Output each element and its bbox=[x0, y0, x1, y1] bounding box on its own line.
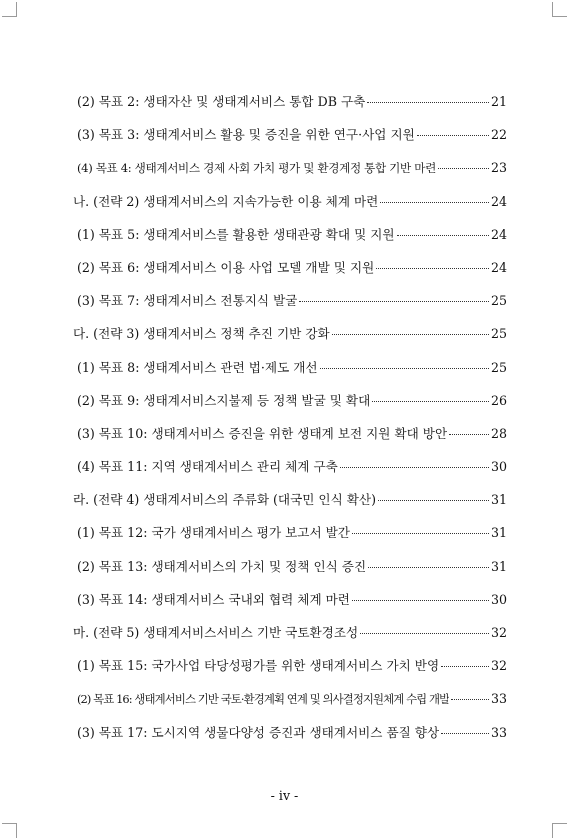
toc-entry-title: 나. (전략 2) 생태계서비스의 지속가능한 이용 체계 마련 bbox=[73, 193, 379, 209]
toc-entry-page: 21 bbox=[490, 94, 507, 109]
toc-entry-page: 25 bbox=[490, 326, 507, 342]
toc-entry[interactable] bbox=[73, 723, 507, 756]
toc-entry[interactable] bbox=[73, 424, 507, 457]
toc-section-heading[interactable] bbox=[73, 623, 507, 656]
toc-entry[interactable] bbox=[73, 656, 507, 689]
toc-dot-leader bbox=[417, 135, 489, 136]
toc-entry-title: (3) 목표 7: 생태계서비스 전통지식 발굴 bbox=[77, 293, 298, 309]
toc-entry-page: 31 bbox=[490, 492, 507, 508]
toc-entry-title: (4) 목표 11: 지역 생태계서비스 관리 체계 구축 bbox=[77, 459, 338, 475]
toc-entry-title: (2) 목표 2: 생태자산 및 생태계서비스 통합 DB 구축 bbox=[77, 94, 366, 109]
toc-entry-title: (2) 목표 16: 생태계서비스 기반 국토·환경계획 연계 및 의사결정지원체계 수립 개발 bbox=[77, 692, 450, 707]
toc-entry-title: (1) 목표 5: 생태계서비스를 활용한 생태관광 확대 및 지원 bbox=[77, 226, 395, 242]
toc-entry-title: (1) 목표 15: 국가사업 타당성평가를 위한 생태계서비스 가치 반영 bbox=[77, 658, 440, 674]
toc-entry[interactable] bbox=[73, 689, 507, 722]
toc-entry-page: 33 bbox=[490, 724, 507, 740]
toc-entry-page: 25 bbox=[490, 359, 507, 375]
table-of-contents bbox=[73, 92, 507, 756]
toc-entry-page: 33 bbox=[490, 691, 507, 707]
crop-mark-top-left bbox=[2, 2, 17, 17]
toc-dot-leader bbox=[378, 500, 489, 501]
toc-dot-leader bbox=[332, 334, 489, 335]
toc-dot-leader bbox=[340, 467, 489, 468]
toc-dot-leader bbox=[449, 434, 489, 435]
page-number: - iv - bbox=[270, 788, 299, 803]
toc-entry[interactable] bbox=[73, 92, 507, 125]
toc-entry-page: 26 bbox=[490, 392, 507, 408]
toc-entry-title: 다. (전략 3) 생태계서비스 정책 추진 기반 강화 bbox=[73, 326, 330, 342]
toc-entry[interactable] bbox=[73, 291, 507, 324]
crop-mark-top-right bbox=[552, 2, 567, 17]
toc-entry-title: 라. (전략 4) 생태계서비스의 주류화 (대국민 인식 확산) bbox=[73, 492, 377, 508]
toc-entry-page: 30 bbox=[490, 591, 507, 607]
toc-entry-title: (3) 목표 3: 생태계서비스 활용 및 증진을 위한 연구·사업 지원 bbox=[77, 127, 415, 143]
toc-entry-title: (3) 목표 17: 도시지역 생물다양성 증진과 생태계서비스 품질 향상 bbox=[77, 724, 440, 740]
toc-dot-leader bbox=[380, 202, 489, 203]
toc-entry[interactable] bbox=[73, 590, 507, 623]
toc-entry[interactable] bbox=[73, 391, 507, 424]
toc-entry[interactable] bbox=[73, 158, 507, 191]
toc-entry-page: 31 bbox=[490, 525, 507, 541]
toc-dot-leader bbox=[397, 235, 489, 236]
toc-entry-page: 28 bbox=[490, 425, 507, 441]
toc-entry-title: 마. (전략 5) 생태계서비스서비스 기반 국토환경조성 bbox=[73, 625, 359, 640]
toc-entry[interactable] bbox=[73, 258, 507, 291]
crop-mark-bottom-left bbox=[2, 823, 17, 838]
toc-entry-title: (4) 목표 4: 생태계서비스 경제 사회 가치 평가 및 환경계정 통합 기반 마련 bbox=[77, 161, 436, 176]
toc-dot-leader bbox=[368, 567, 489, 568]
toc-dot-leader bbox=[441, 666, 489, 667]
toc-entry-page: 24 bbox=[490, 193, 507, 209]
toc-dot-leader bbox=[367, 102, 489, 103]
toc-entry[interactable] bbox=[73, 225, 507, 258]
toc-entry-page: 24 bbox=[490, 226, 507, 242]
toc-entry[interactable] bbox=[73, 557, 507, 590]
toc-entry-title: (3) 목표 10: 생태계서비스 증진을 위한 생태계 보전 지원 확대 방안 bbox=[77, 425, 448, 441]
toc-entry-title: (1) 목표 12: 국가 생태계서비스 평가 보고서 발간 bbox=[77, 525, 350, 541]
toc-dot-leader bbox=[372, 401, 489, 402]
toc-entry-page: 32 bbox=[490, 625, 507, 640]
toc-dot-leader bbox=[299, 301, 489, 302]
toc-entry-title: (1) 목표 8: 생태계서비스 관련 법·제도 개선 bbox=[77, 359, 318, 375]
toc-entry[interactable] bbox=[73, 125, 507, 158]
toc-entry-page: 30 bbox=[490, 459, 507, 475]
toc-dot-leader bbox=[451, 699, 489, 700]
toc-entry-title: (2) 목표 13: 생태계서비스의 가치 및 정책 인식 증진 bbox=[77, 558, 367, 574]
toc-dot-leader bbox=[352, 600, 489, 601]
toc-section-heading[interactable] bbox=[73, 324, 507, 357]
toc-entry-title: (3) 목표 14: 생태계서비스 국내외 협력 체계 마련 bbox=[77, 591, 350, 607]
toc-dot-leader bbox=[438, 168, 489, 169]
toc-entry-page: 22 bbox=[490, 127, 507, 143]
crop-mark-bottom-right bbox=[552, 823, 567, 838]
toc-dot-leader bbox=[376, 268, 489, 269]
toc-dot-leader bbox=[360, 633, 489, 634]
toc-entry-page: 23 bbox=[490, 160, 507, 176]
toc-dot-leader bbox=[352, 533, 489, 534]
toc-entry-title: (2) 목표 9: 생태계서비스지불제 등 정책 발굴 및 확대 bbox=[77, 392, 371, 408]
toc-entry[interactable] bbox=[73, 457, 507, 490]
toc-entry-page: 31 bbox=[490, 558, 507, 574]
toc-entry-page: 32 bbox=[490, 658, 507, 674]
toc-entry-title: (2) 목표 6: 생태계서비스 이용 사업 모델 개발 및 지원 bbox=[77, 259, 375, 275]
toc-dot-leader bbox=[320, 368, 489, 369]
toc-section-heading[interactable] bbox=[73, 192, 507, 225]
toc-entry[interactable] bbox=[73, 523, 507, 556]
toc-entry[interactable] bbox=[73, 358, 507, 391]
toc-entry-page: 24 bbox=[490, 259, 507, 275]
toc-section-heading[interactable] bbox=[73, 490, 507, 523]
toc-entry-page: 25 bbox=[490, 293, 507, 309]
toc-dot-leader bbox=[441, 733, 489, 734]
